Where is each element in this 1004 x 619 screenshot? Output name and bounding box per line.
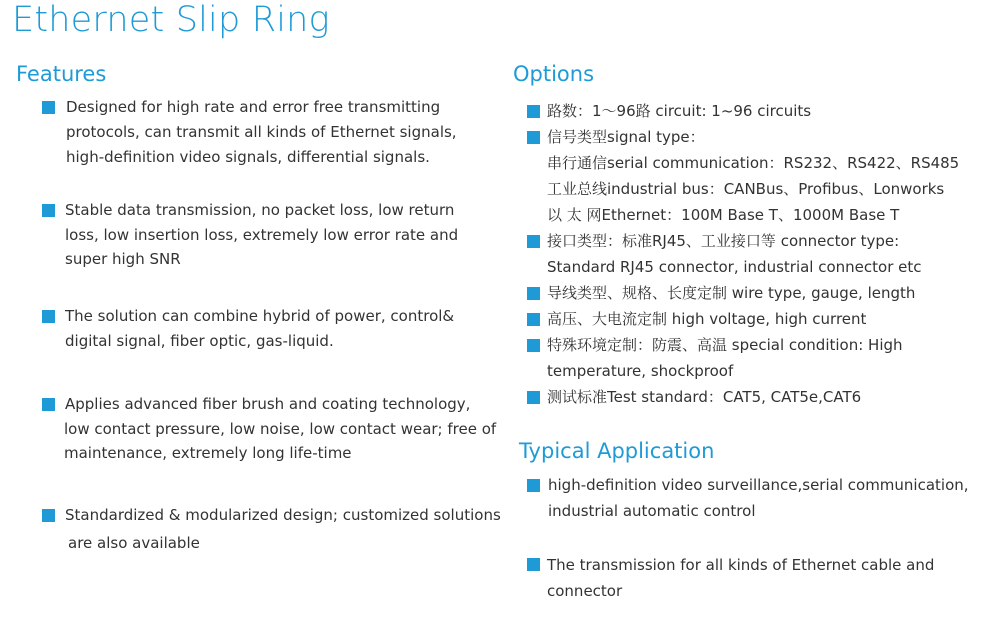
- option-line: 信号类型signal type：: [547, 128, 705, 146]
- bullet-icon: [42, 398, 55, 411]
- feature-line: high-definition video signals, differential signals.: [66, 148, 430, 166]
- feature-line: The solution can combine hybrid of power, control&: [65, 307, 455, 325]
- feature-line: digital signal, fiber optic, gas-liquid.: [65, 332, 334, 350]
- bullet-icon: [527, 287, 540, 300]
- bullet-icon: [42, 310, 55, 323]
- bullet-icon: [527, 339, 540, 352]
- feature-line: Standardized & modularized design; customized solutions: [65, 506, 501, 524]
- option-line: 接口类型：标准RJ45、工业接口等 connector type:: [547, 232, 900, 250]
- bullet-icon: [527, 558, 540, 571]
- bullet-icon: [527, 391, 540, 404]
- features-heading: Features: [16, 62, 107, 86]
- option-line: 串行通信serial communication：RS232、RS422、RS485: [547, 154, 960, 172]
- options-heading: Options: [513, 62, 595, 86]
- bullet-icon: [527, 235, 540, 248]
- bullet-icon: [527, 105, 540, 118]
- option-line: Standard RJ45 connector, industrial connector etc: [547, 258, 922, 276]
- option-line: 以 太 网Ethernet：100M Base T、1000M Base T: [547, 206, 900, 224]
- option-line: temperature, shockproof: [547, 362, 734, 380]
- option-line: 特殊环境定制：防震、高温 special condition: High: [547, 336, 903, 354]
- feature-line: maintenance, extremely long life-time: [64, 444, 352, 462]
- option-line: 测试标准Test standard：CAT5, CAT5e,CAT6: [547, 388, 862, 406]
- application-line: The transmission for all kinds of Ethernet cable and: [547, 556, 935, 574]
- feature-line: protocols, can transmit all kinds of Ethernet signals,: [66, 123, 457, 141]
- feature-line: Stable data transmission, no packet loss, low return: [65, 201, 455, 219]
- option-line: 工业总线industrial bus：CANBus、Profibus、Lonworks: [547, 180, 945, 198]
- bullet-icon: [527, 479, 540, 492]
- option-line: 路数：1～96路 circuit: 1~96 circuits: [547, 102, 812, 120]
- page-title: Ethernet Slip Ring: [12, 0, 330, 40]
- application-line: connector: [547, 582, 623, 600]
- feature-line: loss, low insertion loss, extremely low error rate and: [65, 226, 459, 244]
- bullet-icon: [42, 101, 55, 114]
- feature-line: Applies advanced fiber brush and coating technology,: [65, 395, 471, 413]
- application-line: industrial automatic control: [548, 502, 756, 520]
- option-line: 导线类型、规格、长度定制 wire type, gauge, length: [547, 284, 916, 302]
- bullet-icon: [527, 313, 540, 326]
- application-line: high-definition video surveillance,serial communication,: [548, 476, 969, 494]
- bullet-icon: [42, 204, 55, 217]
- feature-line: super high SNR: [65, 250, 181, 268]
- feature-line: low contact pressure, low noise, low contact wear; free of: [64, 420, 497, 438]
- bullet-icon: [42, 509, 55, 522]
- feature-line: are also available: [68, 534, 200, 552]
- bullet-icon: [527, 131, 540, 144]
- feature-line: Designed for high rate and error free transmitting: [66, 98, 441, 116]
- option-line: 高压、大电流定制 high voltage, high current: [547, 310, 867, 328]
- applications-heading: Typical Application: [519, 439, 715, 463]
